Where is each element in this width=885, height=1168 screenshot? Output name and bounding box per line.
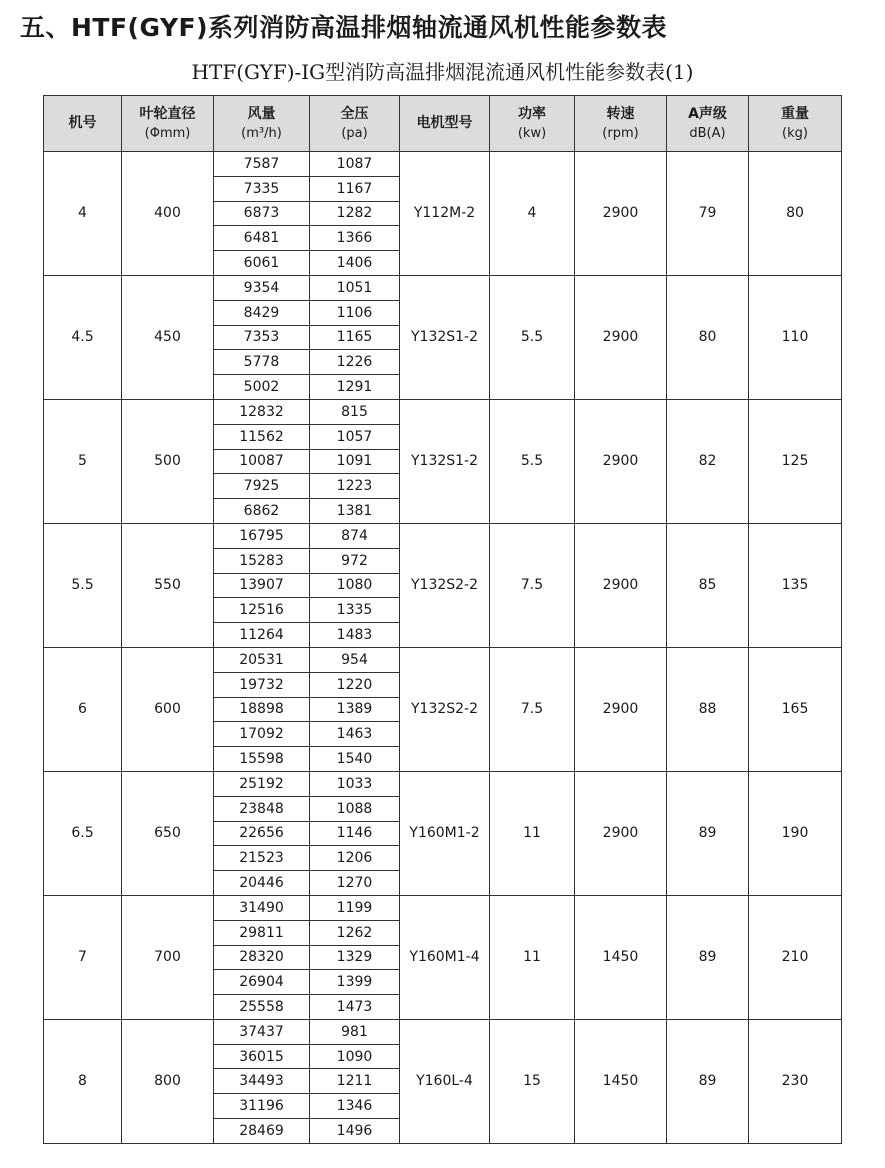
noise-cell: 82	[667, 399, 749, 523]
header-label: 叶轮直径	[139, 105, 196, 122]
airflow-cell: 10087	[214, 449, 310, 474]
airflow-cell: 37437	[214, 1019, 310, 1044]
airflow-cell: 7335	[214, 176, 310, 201]
header-noise	[667, 96, 749, 152]
noise-cell: 79	[667, 152, 749, 276]
motor-cell: Y132S1-2	[400, 275, 490, 399]
power-cell: 4	[490, 152, 575, 276]
model-cell: 5	[44, 399, 122, 523]
airflow-cell: 25192	[214, 771, 310, 796]
speed-cell: 2900	[575, 152, 667, 276]
table-row	[44, 399, 842, 424]
weight-cell: 230	[749, 1019, 842, 1143]
header-pressure	[310, 96, 400, 152]
diameter-cell: 400	[122, 152, 214, 276]
pressure-cell: 1051	[310, 275, 400, 300]
pressure-cell: 1282	[310, 201, 400, 226]
airflow-cell: 19732	[214, 672, 310, 697]
header-unit: (kg)	[782, 125, 808, 141]
pressure-cell: 1146	[310, 821, 400, 846]
main-title: 五、HTF(GYF)系列消防高温排烟轴流通风机性能参数表	[20, 13, 668, 42]
pressure-cell: 874	[310, 523, 400, 548]
pressure-cell: 1540	[310, 747, 400, 772]
header-label: 全压	[340, 105, 369, 122]
pressure-cell: 1211	[310, 1069, 400, 1094]
weight-cell: 110	[749, 275, 842, 399]
noise-cell: 89	[667, 1019, 749, 1143]
table-body	[44, 152, 842, 1144]
table-row	[44, 1019, 842, 1044]
noise-cell: 80	[667, 275, 749, 399]
airflow-cell: 28320	[214, 945, 310, 970]
pressure-cell: 1381	[310, 499, 400, 524]
pressure-cell: 1335	[310, 598, 400, 623]
header-weight	[749, 96, 842, 152]
header-diameter	[122, 96, 214, 152]
power-cell: 15	[490, 1019, 575, 1143]
diameter-cell: 800	[122, 1019, 214, 1143]
airflow-cell: 31490	[214, 895, 310, 920]
airflow-cell: 6862	[214, 499, 310, 524]
power-cell: 7.5	[490, 523, 575, 647]
airflow-cell: 9354	[214, 275, 310, 300]
weight-cell: 165	[749, 647, 842, 771]
airflow-cell: 6061	[214, 251, 310, 276]
pressure-cell: 1206	[310, 846, 400, 871]
pressure-cell: 1329	[310, 945, 400, 970]
power-cell: 7.5	[490, 647, 575, 771]
noise-cell: 88	[667, 647, 749, 771]
power-cell: 11	[490, 895, 575, 1019]
airflow-cell: 36015	[214, 1044, 310, 1069]
airflow-cell: 22656	[214, 821, 310, 846]
airflow-cell: 26904	[214, 970, 310, 995]
header-airflow	[214, 96, 310, 152]
diameter-cell: 650	[122, 771, 214, 895]
speed-cell: 2900	[575, 523, 667, 647]
table-row	[44, 895, 842, 920]
pressure-cell: 1389	[310, 697, 400, 722]
model-cell: 4.5	[44, 275, 122, 399]
table-row	[44, 771, 842, 796]
airflow-cell: 20531	[214, 647, 310, 672]
table-row	[44, 647, 842, 672]
diameter-cell: 500	[122, 399, 214, 523]
performance-table	[43, 95, 842, 1144]
pressure-cell: 972	[310, 548, 400, 573]
speed-cell: 2900	[575, 399, 667, 523]
airflow-cell: 13907	[214, 573, 310, 598]
header-label: 电机型号	[416, 115, 473, 131]
airflow-cell: 15598	[214, 747, 310, 772]
airflow-cell: 12832	[214, 399, 310, 424]
airflow-cell: 5778	[214, 350, 310, 375]
pressure-cell: 1220	[310, 672, 400, 697]
header-label: 重量	[781, 105, 809, 122]
model-cell: 4	[44, 152, 122, 276]
table-row	[44, 275, 842, 300]
header-label: A声级	[688, 105, 727, 122]
pressure-cell: 1346	[310, 1094, 400, 1119]
model-cell: 6.5	[44, 771, 122, 895]
airflow-cell: 15283	[214, 548, 310, 573]
speed-cell: 1450	[575, 1019, 667, 1143]
speed-cell: 2900	[575, 647, 667, 771]
power-cell: 5.5	[490, 275, 575, 399]
noise-cell: 89	[667, 771, 749, 895]
airflow-cell: 7925	[214, 474, 310, 499]
pressure-cell: 1262	[310, 920, 400, 945]
model-cell: 8	[44, 1019, 122, 1143]
airflow-cell: 7587	[214, 152, 310, 177]
pressure-cell: 1088	[310, 796, 400, 821]
pressure-cell: 815	[310, 399, 400, 424]
model-cell: 5.5	[44, 523, 122, 647]
header-unit: (Φmm)	[144, 125, 191, 141]
diameter-cell: 550	[122, 523, 214, 647]
airflow-cell: 25558	[214, 995, 310, 1020]
pressure-cell: 1165	[310, 325, 400, 350]
motor-cell: Y132S2-2	[400, 523, 490, 647]
pressure-cell: 1226	[310, 350, 400, 375]
airflow-cell: 8429	[214, 300, 310, 325]
pressure-cell: 1270	[310, 871, 400, 896]
pressure-cell: 1090	[310, 1044, 400, 1069]
speed-cell: 2900	[575, 771, 667, 895]
pressure-cell: 954	[310, 647, 400, 672]
pressure-cell: 1399	[310, 970, 400, 995]
airflow-cell: 16795	[214, 523, 310, 548]
header-motor	[400, 96, 490, 152]
header-label: 机号	[68, 115, 97, 131]
pressure-cell: 1057	[310, 424, 400, 449]
power-cell: 5.5	[490, 399, 575, 523]
pressure-cell: 1106	[310, 300, 400, 325]
airflow-cell: 18898	[214, 697, 310, 722]
pressure-cell: 1167	[310, 176, 400, 201]
table-row	[44, 523, 842, 548]
airflow-cell: 5002	[214, 375, 310, 400]
motor-cell: Y160L-4	[400, 1019, 490, 1143]
header-speed	[575, 96, 667, 152]
motor-cell: Y160M1-2	[400, 771, 490, 895]
pressure-cell: 1406	[310, 251, 400, 276]
pressure-cell: 1483	[310, 623, 400, 648]
pressure-cell: 1291	[310, 375, 400, 400]
speed-cell: 1450	[575, 895, 667, 1019]
diameter-cell: 700	[122, 895, 214, 1019]
pressure-cell: 1496	[310, 1119, 400, 1144]
diameter-cell: 450	[122, 275, 214, 399]
noise-cell: 85	[667, 523, 749, 647]
pressure-cell: 1033	[310, 771, 400, 796]
header-unit: dB(A)	[689, 125, 726, 141]
pressure-cell: 1223	[310, 474, 400, 499]
airflow-cell: 12516	[214, 598, 310, 623]
airflow-cell: 11562	[214, 424, 310, 449]
airflow-cell: 6481	[214, 226, 310, 251]
model-cell: 7	[44, 895, 122, 1019]
airflow-cell: 29811	[214, 920, 310, 945]
airflow-cell: 23848	[214, 796, 310, 821]
airflow-cell: 20446	[214, 871, 310, 896]
header-label: 风量	[247, 105, 276, 122]
header-power	[490, 96, 575, 152]
airflow-cell: 21523	[214, 846, 310, 871]
weight-cell: 190	[749, 771, 842, 895]
airflow-cell: 6873	[214, 201, 310, 226]
header-unit: (rpm)	[602, 125, 639, 141]
airflow-cell: 34493	[214, 1069, 310, 1094]
airflow-cell: 11264	[214, 623, 310, 648]
header-unit: (m³/h)	[241, 125, 282, 141]
airflow-cell: 7353	[214, 325, 310, 350]
power-cell: 11	[490, 771, 575, 895]
pressure-cell: 1366	[310, 226, 400, 251]
airflow-cell: 28469	[214, 1119, 310, 1144]
header-unit: (pa)	[341, 125, 368, 141]
pressure-cell: 981	[310, 1019, 400, 1044]
motor-cell: Y132S2-2	[400, 647, 490, 771]
pressure-cell: 1463	[310, 722, 400, 747]
speed-cell: 2900	[575, 275, 667, 399]
weight-cell: 125	[749, 399, 842, 523]
header-label: 转速	[606, 105, 635, 122]
pressure-cell: 1080	[310, 573, 400, 598]
pressure-cell: 1087	[310, 152, 400, 177]
motor-cell: Y132S1-2	[400, 399, 490, 523]
pressure-cell: 1473	[310, 995, 400, 1020]
noise-cell: 89	[667, 895, 749, 1019]
weight-cell: 210	[749, 895, 842, 1019]
table-row	[44, 152, 842, 177]
weight-cell: 135	[749, 523, 842, 647]
diameter-cell: 600	[122, 647, 214, 771]
weight-cell: 80	[749, 152, 842, 276]
header-unit: (kw)	[517, 125, 547, 141]
pressure-cell: 1199	[310, 895, 400, 920]
pressure-cell: 1091	[310, 449, 400, 474]
motor-cell: Y160M1-4	[400, 895, 490, 1019]
header-model	[44, 96, 122, 152]
sub-title: HTF(GYF)-IG型消防高温排烟混流通风机性能参数表(1)	[191, 60, 694, 84]
model-cell: 6	[44, 647, 122, 771]
header-label: 功率	[518, 105, 546, 122]
airflow-cell: 31196	[214, 1094, 310, 1119]
motor-cell: Y112M-2	[400, 152, 490, 276]
airflow-cell: 17092	[214, 722, 310, 747]
header-row	[44, 96, 842, 152]
